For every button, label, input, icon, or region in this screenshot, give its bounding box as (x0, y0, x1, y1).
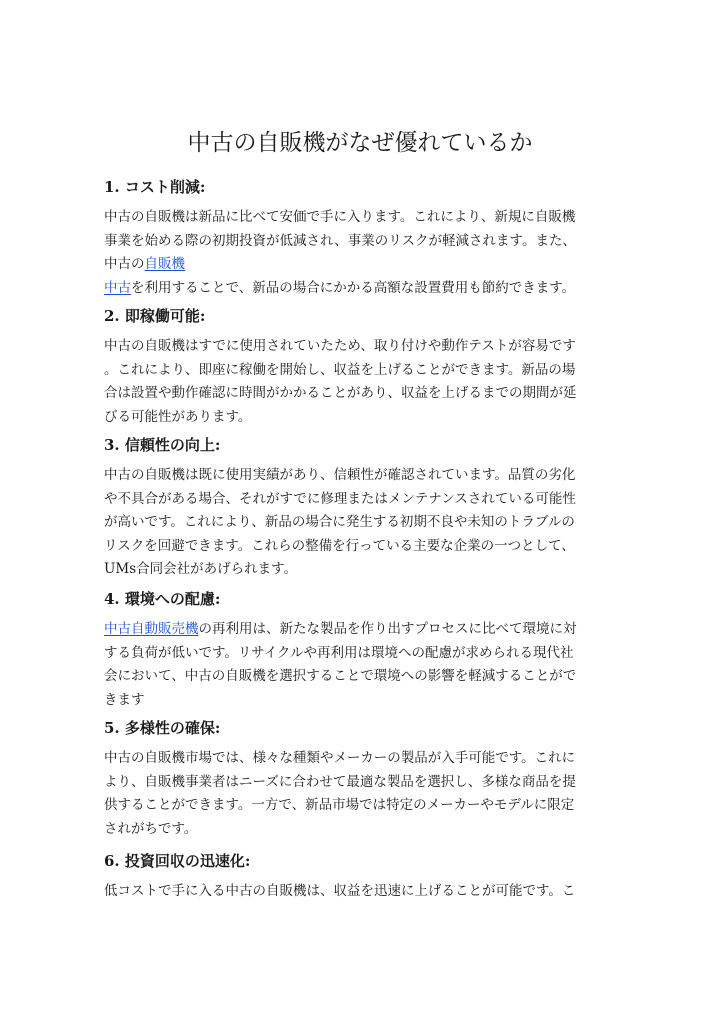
paragraph-line: 。これにより、即座に稼働を開始し、収益を上げることができます。新品の場 (104, 361, 576, 378)
link-used[interactable]: 中古 (104, 279, 131, 296)
inline-text: を利用することで、新品の場合にかかる高額な設置費用も節約できます。 (131, 279, 576, 296)
paragraph-line: より、自販機事業者はニーズに合わせて最適な製品を選択し、多様な商品を提 (104, 773, 576, 790)
section-heading-reliability: 3. 信頼性の向上: (104, 436, 221, 454)
paragraph-line: 事業を始める際の初期投資が低減され、事業のリスクが軽減されます。また、 (104, 232, 576, 249)
section-heading-immediate-operation: 2. 即稼働可能: (104, 307, 206, 325)
paragraph-line: 中古の自販機は既に使用実績があり、信頼性が確認されています。品質の劣化 (104, 467, 576, 483)
paragraph-line (104, 253, 619, 277)
link-used-vending-machine[interactable]: 中古自動販売機 (104, 621, 199, 637)
section-body-diversity (104, 747, 619, 841)
section-heading-environment: 4. 環境への配慮: (104, 590, 221, 608)
paragraph-line: や不具合がある場合、それがすでに修理またはメンテナンスされている可能性 (104, 490, 576, 507)
paragraph-line: されがちです。 (104, 820, 198, 837)
link-vending-machine[interactable]: 自販機 (144, 256, 185, 272)
paragraph-line: 中古の自販機市場では、様々な種類やメーカーの製品が入手可能です。これに (104, 750, 576, 766)
section-body-environment (104, 618, 619, 712)
inline-text: の再利用は、新たな製品を作り出すプロセスに比べて環境に対 (198, 621, 577, 637)
paragraph-line: 会において、中古の自販機を選択することで環境への影響を軽減することがで (104, 668, 577, 684)
paragraph-line (104, 618, 619, 642)
section-body-cost-reduction (104, 206, 619, 300)
page-title: 中古の自販機がなぜ優れているか (187, 130, 533, 156)
paragraph-line: 中古の自販機はすでに使用されていたため、取り付けや動作テストが容易です (104, 338, 576, 354)
paragraph-line: UMs合同会社があげられます。 (104, 561, 298, 577)
section-body-fast-payback (104, 880, 619, 904)
paragraph-line: きます (104, 691, 145, 708)
paragraph-line: 合は設置や動作確認に時間がかかることがあり、収益を上げるまでの期間が延 (104, 385, 577, 401)
inline-text: 中古の (104, 256, 145, 272)
paragraph-line: 供することができます。一方で、新品市場では特定のメーカーやモデルに限定 (104, 797, 575, 813)
paragraph-line: する負荷が低いです。リサイクルや再利用は環境への配慮が求められる現代社 (104, 644, 574, 661)
paragraph-line: が高いです。これにより、新品の場合に発生する初期不良や未知のトラブルの (104, 514, 575, 530)
section-body-immediate-operation (104, 335, 619, 429)
section-heading-cost-reduction: 1. コスト削減: (104, 178, 206, 196)
paragraph-line: リスクを回避できます。これらの整備を行っている主要な企業の一つとして、 (104, 537, 575, 554)
paragraph-line: びる可能性があります。 (104, 408, 252, 425)
section-body-reliability (104, 464, 619, 582)
paragraph-line (104, 277, 619, 301)
section-heading-diversity: 5. 多様性の確保: (104, 719, 221, 737)
section-heading-fast-payback: 6. 投資回収の迅速化: (104, 852, 251, 870)
paragraph-line: 低コストで手に入る中古の自販機は、収益を迅速に上げることが可能です。こ (104, 883, 576, 899)
paragraph-line: 中古の自販機は新品に比べて安価で手に入ります。これにより、新規に自販機 (104, 209, 576, 225)
